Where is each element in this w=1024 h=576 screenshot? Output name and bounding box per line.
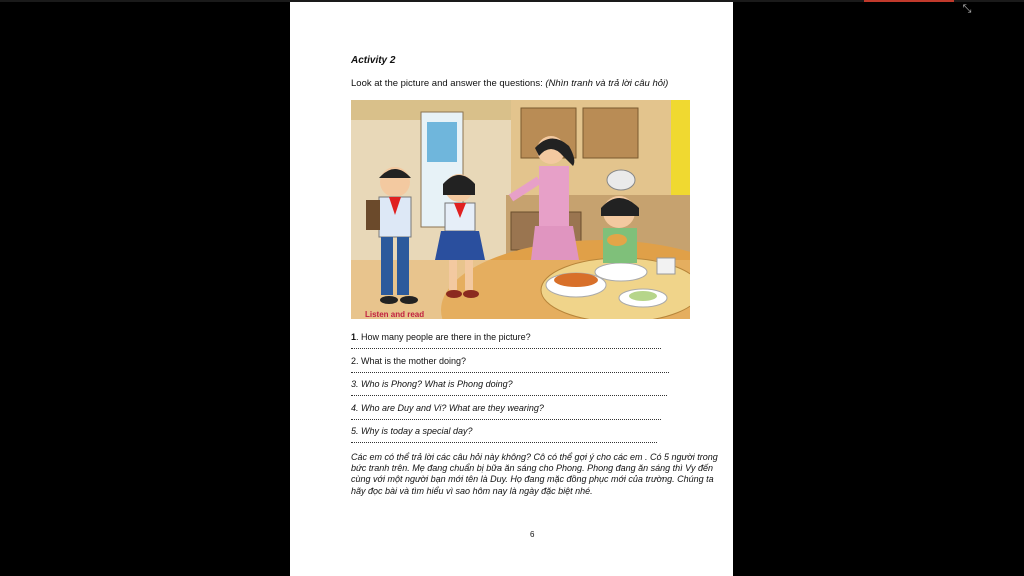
instruction-vietnamese: (Nhìn tranh và trả lời câu hỏi)	[545, 78, 669, 89]
page-number: 6	[530, 530, 535, 539]
fullscreen-exit-icon[interactable]: ⤡	[962, 3, 972, 15]
answer-line-1[interactable]	[351, 347, 661, 349]
document-page	[290, 2, 733, 576]
question-1-number: 1	[351, 332, 357, 342]
question-4: 4. Who are Duy and Vi? What are they wearing?	[351, 403, 544, 413]
hint-paragraph: Các em có thể trả lời các câu hỏi này không? Cô có thể gợi ý cho các em . Có 5 người trong bức tranh trên. Mẹ đang chuẩn bị bữa ăn sáng cho Phong. Phong đang ăn sáng thì Vy đến cùng với một người bạn mới tên là Duy. Họ đang mặc đồng phục mới của trường. Chúng ta hãy đọc bài và tìm hiểu vì sao hôm nay là ngày đặc biệt nhé.	[351, 452, 718, 496]
instruction	[351, 78, 668, 89]
picture-caption: Listen and read	[365, 310, 425, 319]
answer-line-3[interactable]	[351, 394, 667, 396]
question-1-text: . How many people are there in the picture?	[356, 332, 531, 342]
answer-line-4[interactable]	[351, 418, 661, 420]
question-1	[351, 332, 531, 342]
instruction-text: Look at the picture and answer the questions:	[351, 78, 543, 89]
question-2: 2. What is the mother doing?	[351, 356, 467, 366]
illustration	[351, 100, 690, 319]
answer-line-2[interactable]	[351, 371, 669, 373]
progress-accent	[864, 0, 954, 2]
question-5: 5. Why is today a special day?	[351, 426, 473, 436]
question-3: 3. Who is Phong? What is Phong doing?	[351, 379, 513, 389]
answer-line-5[interactable]	[351, 441, 657, 443]
activity-title: Activity 2	[351, 55, 396, 66]
